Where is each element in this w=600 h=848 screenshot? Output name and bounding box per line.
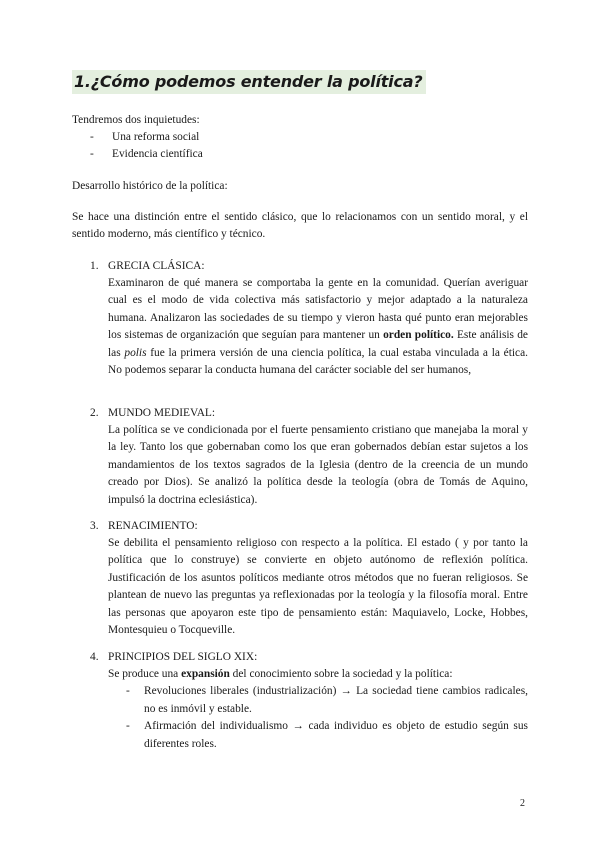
section-list <box>108 683 528 753</box>
list-item: - Evidencia científica <box>90 146 390 163</box>
section-body: Examinaron de qué manera se comportaba la gente en la comunidad. Querían averiguar cual es el modo de vida colectiva más satisfactorio y mejor adaptado a la naturaleza humana. Analizaron las sociedades de su tiempo y vieron hasta qué punto eran mejorables los sistemas de organización que seguían para mantener un orden político. Este análisis de las polis fue la primera versión de una ciencia política, la cual estaba vinculada a la ética. No podemos separar la conducta humana del carácter sociable del ser humanos, <box>108 277 528 377</box>
distinction-paragraph: Se hace una distinción entre el sentido clásico, que lo relacionamos con un sentido moral, y el sentido moderno, más científico y técnico. <box>72 211 528 241</box>
section-number: 4. <box>90 651 99 663</box>
section-number: 3. <box>90 520 99 532</box>
section-body: Se debilita el pensamiento religioso con respecto a la política. El estado ( y por tanto la política que lo construye) se convierte en objeto autónomo de reflexión política. Justificación de los asuntos políticos mediante otros métodos que no fueran religiosos. Se plantean de nuevo las preguntas ya reflexionadas por la teología y la filosofía moral. Entre las personas que apoyaron este tipo de pensamiento están: Maquiavelo, Locke, Hobbes, Montesquieu o Tocqueville. <box>108 537 528 637</box>
section-siglo-xix <box>90 649 528 759</box>
section-medieval <box>90 405 528 510</box>
section-heading: PRINCIPIOS DEL SIGLO XIX: <box>108 651 258 663</box>
list-item: - Afirmación del individualismo → cada individuo es objeto de estudio según sus diferentes roles. <box>122 718 528 753</box>
list-item: - Una reforma social <box>90 129 390 146</box>
dev-heading: Desarrollo histórico de la política: <box>72 180 228 192</box>
concerns-list <box>90 129 390 164</box>
list-item: - Revoluciones liberales (industrialización) → La sociedad tiene cambios radicales, no es inmóvil y estable. <box>122 683 528 718</box>
section-number: 2. <box>90 407 99 419</box>
section-grecia <box>90 258 528 393</box>
section-body <box>108 666 528 753</box>
page-number: 2 <box>520 798 525 809</box>
intro-text: Tendremos dos inquietudes: <box>72 114 200 126</box>
section-lead: Se produce una expansión del conocimiento sobre la sociedad y la política: <box>108 668 453 680</box>
section-heading: RENACIMIENTO: <box>108 520 198 532</box>
section-heading: MUNDO MEDIEVAL: <box>108 407 216 419</box>
section-number: 1. <box>90 260 99 272</box>
page-title: 1.¿Cómo podemos entender la política? <box>72 70 426 94</box>
section-body: La política se ve condicionada por el fuerte pensamiento cristiano que manejaba la moral y la ley. Tanto los que gobernaban como los que eran gobernados debían estar sujetos a los mandamientos de los textos sagrados de la Iglesia (dentro de la creencia de un mundo creado por Dios). Se analizó la política desde la teología (obra de Tomás de Aquino, impulsó la doctrina eclesiástica). <box>108 424 528 506</box>
section-renacimiento <box>90 518 528 638</box>
section-heading: GRECIA CLÁSICA: <box>108 260 205 272</box>
